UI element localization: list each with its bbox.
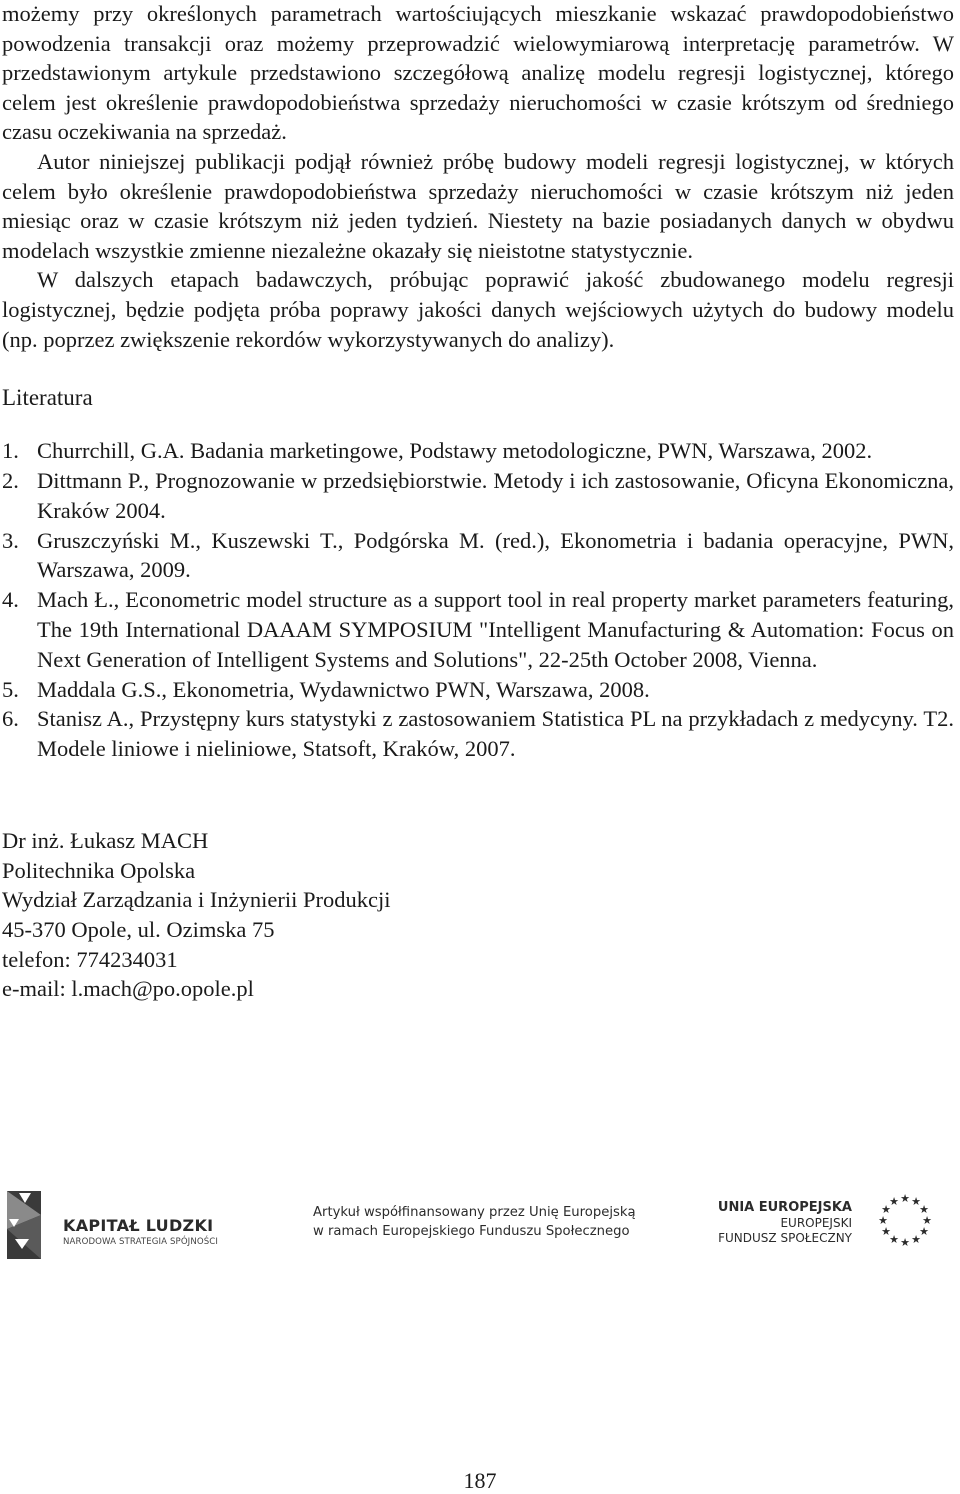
kapital-ludzki-subtitle: NARODOWA STRATEGIA SPÓJNOŚCI — [63, 1237, 219, 1247]
funding-footer — [0, 1185, 960, 1265]
kapital-ludzki-logo — [3, 1189, 233, 1261]
kapital-ludzki-emblem-icon — [3, 1189, 63, 1261]
reference-number: 6. — [2, 706, 19, 732]
body-paragraph-3: W dalszych etapach badawczych, próbując poprawić jakość zbudowanego modelu regresji logistycznej, będzie podjęta próba poprawy jakości danych wejściowych użytych do budowy modelu (np. poprzez zwiększenie rekordów wykorzystywanych do analizy). — [2, 267, 954, 352]
svg-text:★: ★ — [919, 1203, 929, 1216]
references-heading: Literatura — [2, 385, 93, 411]
svg-text:★: ★ — [922, 1214, 932, 1227]
reference-item — [2, 436, 954, 466]
reference-text: Mach Ł., Econometric model structure as a support tool in real property market parameters featuring, The 19th International DAAAM SYMPOSIUM "Intelligent Manufacturing & Automation: Focus on Next Generation of Intelligent Systems and Solutions", 22-25th October 2008, Vienna. — [37, 587, 954, 672]
reference-number: 4. — [2, 587, 19, 613]
svg-text:★: ★ — [889, 1233, 899, 1246]
eu-line-3: FUNDUSZ SPOŁECZNY — [718, 1231, 852, 1245]
eu-line-2: EUROPEJSKI — [780, 1216, 852, 1230]
reference-text: Stanisz A., Przystępny kurs statystyki z zastosowaniem Statistica PL na przykładach z medycyny. T2. Modele liniowe i nieliniowe, Statsoft, Kraków, 2007. — [37, 706, 954, 762]
reference-number: 2. — [2, 467, 19, 493]
svg-text:★: ★ — [900, 1192, 910, 1205]
page-number: 187 — [463, 1468, 497, 1493]
author-faculty: Wydział Zarządzania i Inżynierii Produkcji — [2, 887, 391, 913]
author-address: 45-370 Opole, ul. Ozimska 75 — [2, 917, 275, 942]
eu-title: UNIA EUROPEJSKA — [717, 1200, 852, 1215]
cofinancing-statement — [313, 1203, 636, 1241]
author-email: e-mail: l.mach@po.opole.pl — [2, 976, 254, 1002]
reference-item — [2, 466, 954, 526]
svg-text:★: ★ — [911, 1233, 921, 1246]
svg-text:★: ★ — [911, 1195, 921, 1208]
svg-text:★: ★ — [881, 1203, 891, 1216]
kapital-ludzki-text — [63, 1216, 218, 1247]
reference-item — [2, 526, 954, 586]
reference-number: 3. — [2, 527, 19, 553]
reference-text: Gruszczyński M., Kuszewski T., Podgórska M. (red.), Ekonometria i badania operacyjne, PWN, Warszawa, 2009. — [37, 527, 954, 583]
author-institution: Politechnika Opolska — [2, 857, 196, 883]
reference-text: Churrchill, G.A. Badania marketingowe, Podstawy metodologiczne, PWN, Warszawa, 2002. — [37, 438, 873, 464]
page-content — [2, 0, 954, 1004]
svg-text:★: ★ — [919, 1225, 929, 1238]
reference-number: 1. — [2, 438, 19, 464]
references-list — [2, 436, 954, 764]
eu-stars-icon — [865, 1189, 945, 1253]
body-paragraph-1: możemy przy określonych parametrach wartościujących mieszkanie wskazać prawdopodobieństwo powodzenia transakcji oraz możemy przeprowadzić wielowymiarową interpretację parametrów. W przedstawionym artykule przedstawiono szczegółową analizę modelu regresji logistycznej, którego celem jest określenie prawdopodobieństwa sprzedaży nieruchomości w czasie krótszym od średniego czasu oczekiwania na sprzedaż. — [2, 1, 954, 145]
svg-text:★: ★ — [881, 1225, 891, 1238]
reference-number: 5. — [2, 676, 19, 702]
body-paragraph-2: Autor niniejszej publikacji podjął również próbę budowy modeli regresji logistycznej, w których celem było określenie prawdopodobieństwa sprzedaży nieruchomości w czasie krótszym niż jeden miesiąc oraz w czasie krótszym niż jeden tydzień. Niestety na bazie posiadanych danych w obydwu modelach wszystkie zmienne niezależne okazały się nieistotne statystycznie. — [2, 148, 954, 263]
reference-text: Dittmann P., Prognozowanie w przedsiębiorstwie. Metody i ich zastosowanie, Oficyna Ekonomiczna, Kraków 2004. — [37, 467, 954, 523]
svg-text:★: ★ — [889, 1195, 899, 1208]
reference-text: Maddala G.S., Ekonometria, Wydawnictwo PWN, Warszawa, 2008. — [37, 676, 650, 702]
kapital-ludzki-title: KAPITAŁ LUDZKI — [63, 1216, 214, 1235]
reference-item — [2, 704, 954, 764]
reference-item — [2, 675, 954, 705]
eu-label — [690, 1199, 852, 1246]
cofinancing-line-1: Artykuł współfinansowany przez Unię Europejską — [313, 1205, 636, 1220]
svg-text:★: ★ — [878, 1214, 888, 1227]
reference-item — [2, 585, 954, 674]
cofinancing-line-2: w ramach Europejskiego Funduszu Społecznego — [313, 1224, 630, 1239]
author-name: Dr inż. Łukasz MACH — [2, 827, 209, 853]
svg-text:★: ★ — [900, 1236, 910, 1249]
author-block — [2, 826, 954, 1004]
author-phone: telefon: 774234031 — [2, 946, 178, 972]
